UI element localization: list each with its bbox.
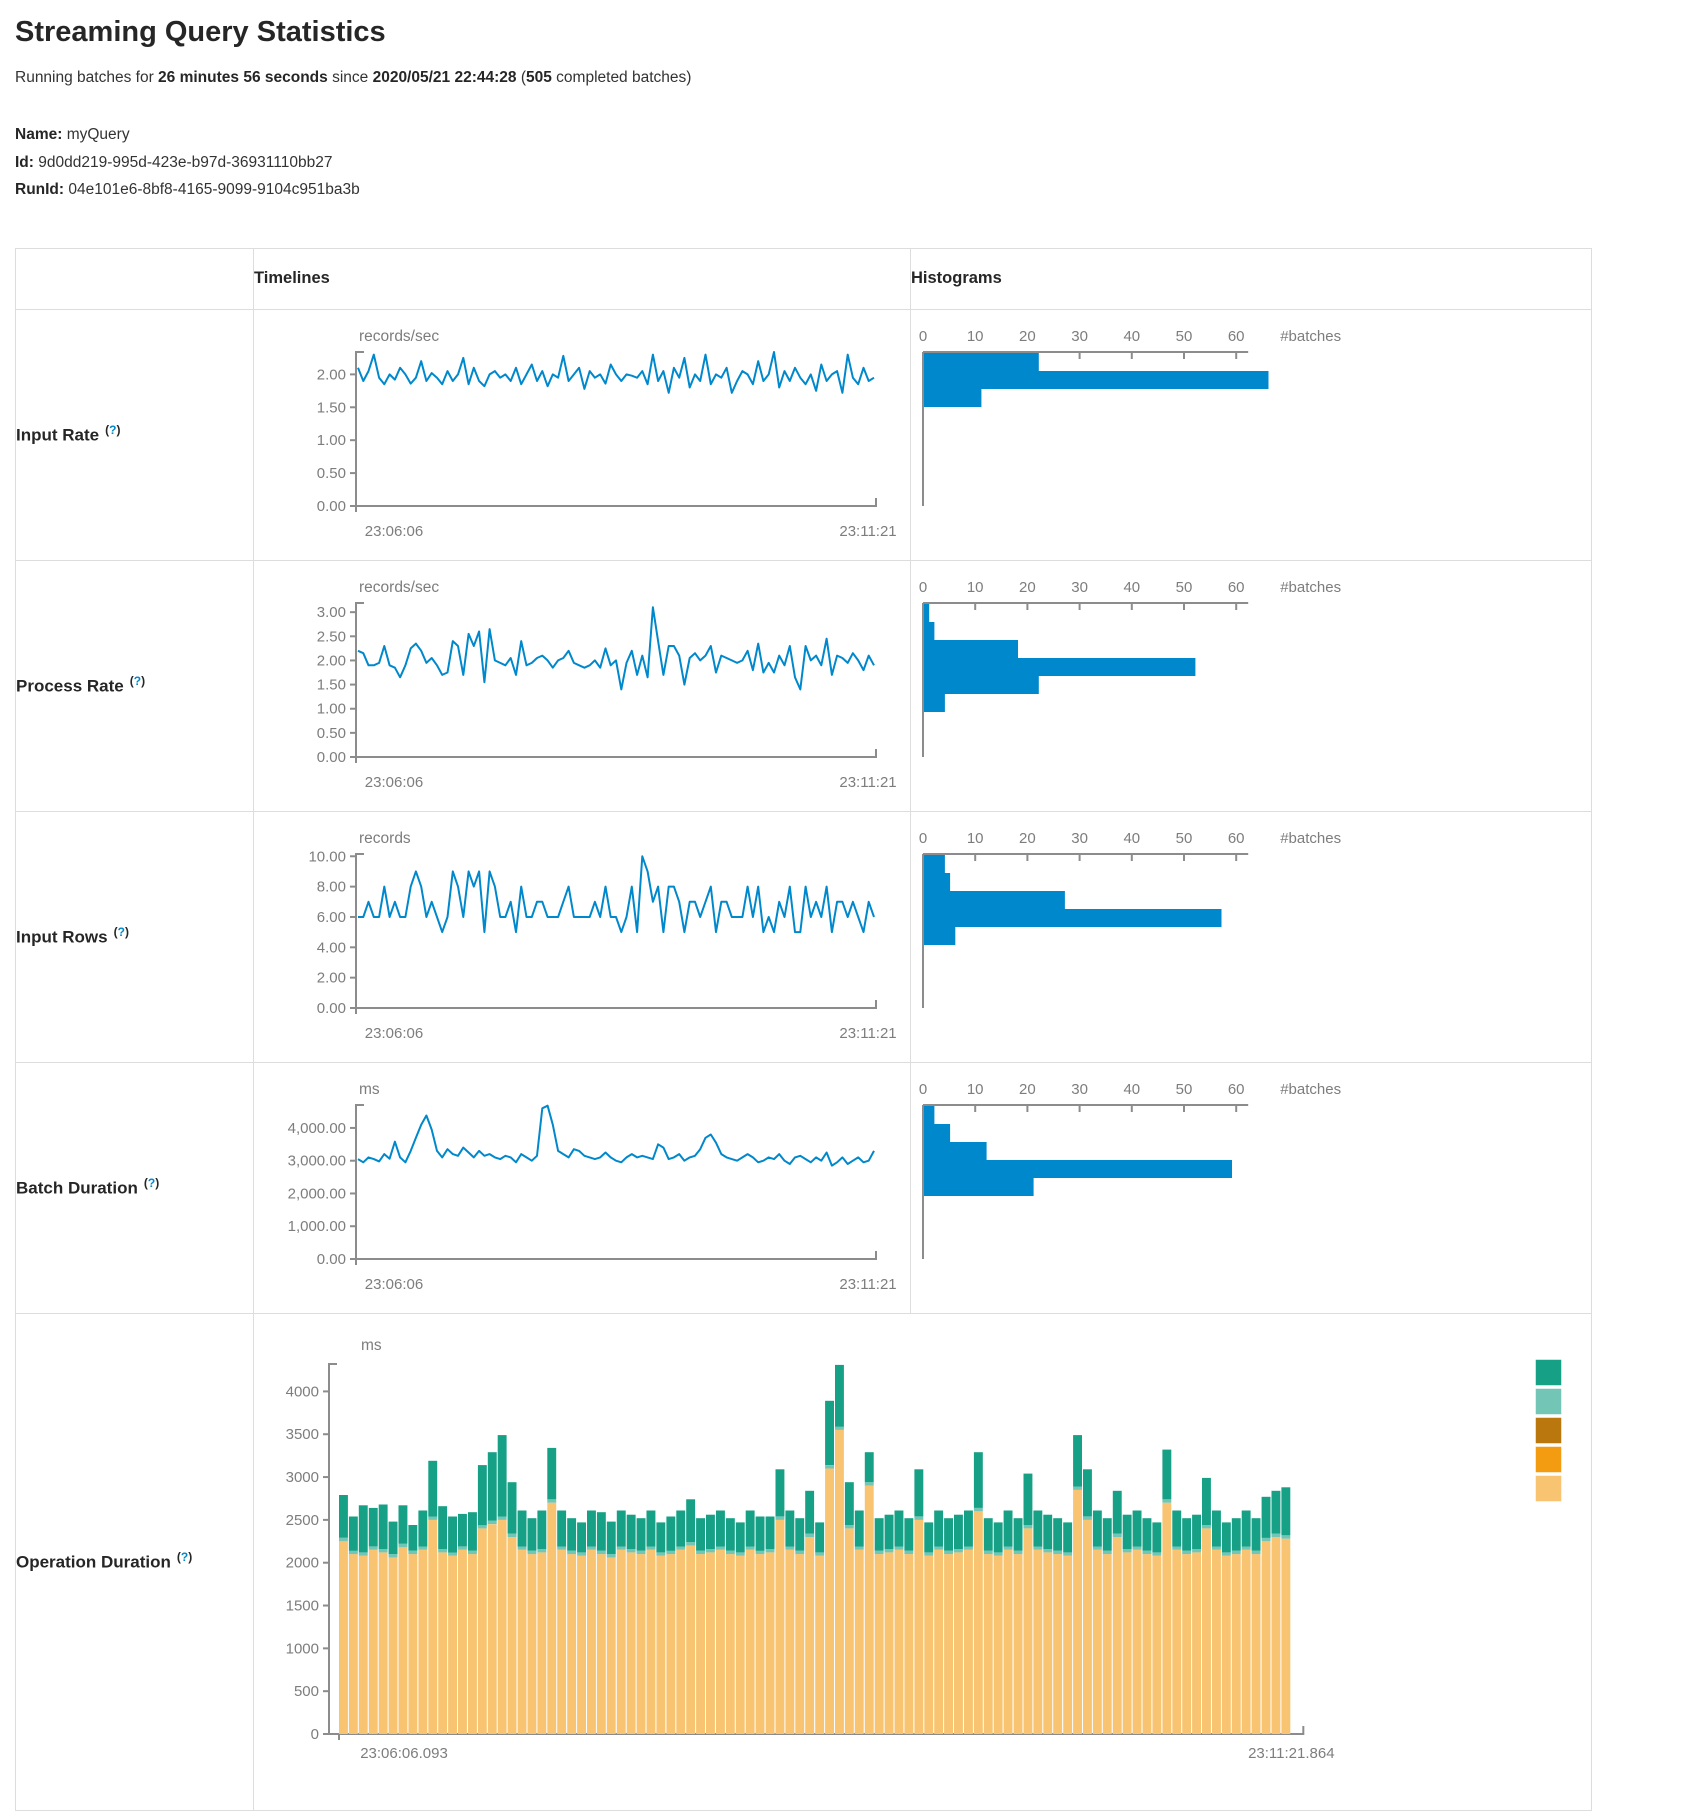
- row-label-batch-duration: Batch Duration (?): [16, 1062, 254, 1313]
- svg-text:23:06:06: 23:06:06: [364, 1275, 424, 1293]
- svg-text:23:11:21: 23:11:21: [839, 773, 897, 791]
- svg-text:23:06:06: 23:06:06: [364, 773, 424, 791]
- svg-text:50: 50: [1175, 1080, 1193, 1098]
- svg-text:0: 0: [918, 1080, 928, 1098]
- row-label-operation-duration: Operation Duration (?): [16, 1313, 254, 1810]
- svg-text:30: 30: [1071, 829, 1088, 847]
- completed-batch-count: 505: [525, 69, 552, 86]
- svg-text:50: 50: [1175, 829, 1193, 847]
- svg-text:23:06:06: 23:06:06: [364, 1024, 424, 1042]
- svg-text:0.50: 0.50: [316, 464, 346, 482]
- query-info: [15, 121, 1693, 204]
- svg-text:8.00: 8.00: [316, 878, 346, 896]
- svg-text:20: 20: [1019, 829, 1036, 847]
- svg-text:60: 60: [1227, 578, 1245, 596]
- svg-text:ms: ms: [361, 1336, 382, 1354]
- query-id-line: Id: 9d0dd219-995d-423e-b97d-36931110bb27: [15, 153, 333, 171]
- row-label-input-rate: Input Rate (?): [16, 309, 254, 560]
- svg-text:#batches: #batches: [1280, 327, 1342, 345]
- svg-text:0.00: 0.00: [316, 1250, 346, 1268]
- svg-text:records/sec: records/sec: [359, 578, 440, 596]
- svg-text:10.00: 10.00: [308, 847, 346, 865]
- svg-text:2,000.00: 2,000.00: [287, 1184, 346, 1202]
- input-rate-histogram: [911, 310, 1592, 560]
- svg-text:1,000.00: 1,000.00: [287, 1217, 346, 1235]
- svg-text:4,000.00: 4,000.00: [287, 1119, 346, 1137]
- batch-summary: Running batches for 26 minutes 56 seconds since 2020/05/21 22:44:28 (505 completed batches): [15, 69, 692, 86]
- operation-duration-help-icon[interactable]: (?): [176, 1550, 193, 1565]
- svg-text:2.50: 2.50: [316, 627, 346, 645]
- svg-text:20: 20: [1019, 327, 1036, 345]
- svg-text:60: 60: [1227, 1080, 1245, 1098]
- input-rate-histogram-chart: [911, 309, 1592, 560]
- input-rate-timeline-chart: [254, 309, 911, 560]
- svg-text:23:11:21: 23:11:21: [839, 522, 897, 540]
- svg-text:10: 10: [966, 829, 984, 847]
- svg-text:2000: 2000: [285, 1554, 319, 1572]
- process-rate-timeline: [254, 561, 911, 811]
- input-rate-timeline: [254, 310, 911, 560]
- svg-text:20: 20: [1019, 1080, 1036, 1098]
- operation-duration-stacked: [254, 1314, 1592, 1810]
- svg-text:60: 60: [1227, 327, 1245, 345]
- input-rows-help-icon[interactable]: (?): [113, 925, 129, 940]
- process-rate-histogram-chart: [911, 560, 1592, 811]
- svg-text:0: 0: [918, 578, 928, 596]
- svg-text:1000: 1000: [285, 1639, 319, 1657]
- svg-text:1500: 1500: [285, 1597, 319, 1615]
- query-name-line: Name: myQuery: [15, 126, 130, 143]
- batch-duration-help-icon[interactable]: (?): [143, 1176, 160, 1191]
- svg-text:23:06:06: 23:06:06: [364, 522, 424, 540]
- svg-text:3000: 3000: [285, 1468, 319, 1486]
- input-rows-histogram: [911, 812, 1592, 1062]
- svg-text:0: 0: [310, 1725, 319, 1743]
- svg-text:30: 30: [1071, 1080, 1088, 1098]
- column-header-histograms: Histograms: [911, 248, 1592, 309]
- process-rate-histogram: [911, 561, 1592, 811]
- svg-text:10: 10: [966, 327, 984, 345]
- running-duration: 26 minutes 56 seconds: [158, 69, 328, 86]
- row-label-input-rows: Input Rows (?): [16, 811, 254, 1062]
- svg-text:0.50: 0.50: [316, 724, 346, 742]
- input-rows-histogram-chart: [911, 811, 1592, 1062]
- svg-text:23:11:21: 23:11:21: [839, 1275, 897, 1293]
- svg-text:500: 500: [293, 1682, 319, 1700]
- svg-text:2500: 2500: [285, 1511, 319, 1529]
- svg-text:6.00: 6.00: [316, 908, 346, 926]
- svg-text:1.50: 1.50: [316, 676, 346, 694]
- svg-text:#batches: #batches: [1280, 578, 1342, 596]
- statistics-table: [15, 248, 1592, 1811]
- process-rate-help-icon[interactable]: (?): [129, 674, 146, 689]
- operation-duration-stacked-chart: [254, 1313, 1592, 1810]
- svg-text:1.00: 1.00: [316, 431, 346, 449]
- svg-text:4000: 4000: [285, 1382, 319, 1400]
- svg-text:0: 0: [918, 829, 928, 847]
- input-rows-timeline: [254, 812, 911, 1062]
- svg-text:30: 30: [1071, 327, 1088, 345]
- svg-text:40: 40: [1123, 578, 1141, 596]
- query-name: myQuery: [62, 126, 130, 143]
- svg-text:60: 60: [1227, 829, 1245, 847]
- input-rows-timeline-chart: [254, 811, 911, 1062]
- svg-text:10: 10: [966, 1080, 984, 1098]
- svg-text:40: 40: [1123, 1080, 1141, 1098]
- start-time: 2020/05/21 22:44:28: [372, 69, 517, 86]
- svg-text:0: 0: [918, 327, 928, 345]
- svg-text:2.00: 2.00: [316, 365, 346, 383]
- svg-text:3500: 3500: [285, 1425, 319, 1443]
- page-title: Streaming Query Statistics: [15, 16, 386, 48]
- svg-text:0.00: 0.00: [316, 999, 346, 1017]
- row-label-process-rate: Process Rate (?): [16, 560, 254, 811]
- column-header-timelines: Timelines: [254, 248, 911, 309]
- svg-text:2.00: 2.00: [316, 969, 346, 987]
- corner-header-cell: [16, 248, 254, 309]
- query-runid-line: RunId: 04e101e6-8bf8-4165-9099-9104c951ba3b: [15, 181, 360, 198]
- svg-text:records/sec: records/sec: [359, 327, 440, 345]
- svg-text:#batches: #batches: [1280, 1080, 1342, 1098]
- batch-duration-histogram: [911, 1063, 1592, 1313]
- query-id: 9d0dd219-995d-423e-b97d-36931110bb27: [33, 153, 333, 171]
- batch-duration-timeline-chart: [254, 1062, 911, 1313]
- svg-text:1.50: 1.50: [316, 398, 346, 416]
- svg-text:10: 10: [966, 578, 984, 596]
- svg-text:20: 20: [1019, 578, 1036, 596]
- svg-text:0.00: 0.00: [316, 497, 346, 515]
- svg-text:23:06:06.093: 23:06:06.093: [360, 1744, 448, 1762]
- svg-text:#batches: #batches: [1280, 829, 1342, 847]
- svg-text:40: 40: [1123, 327, 1141, 345]
- svg-text:3,000.00: 3,000.00: [287, 1152, 346, 1170]
- svg-text:23:11:21.864: 23:11:21.864: [1248, 1744, 1335, 1762]
- svg-text:1.00: 1.00: [316, 700, 346, 718]
- svg-text:4.00: 4.00: [316, 938, 346, 956]
- input-rate-help-icon[interactable]: (?): [105, 423, 121, 438]
- svg-text:50: 50: [1175, 578, 1193, 596]
- batch-duration-timeline: [254, 1063, 911, 1313]
- svg-text:30: 30: [1071, 578, 1088, 596]
- svg-text:records: records: [359, 829, 411, 847]
- svg-text:0.00: 0.00: [316, 748, 346, 766]
- query-runid: 04e101e6-8bf8-4165-9099-9104c951ba3b: [64, 181, 360, 198]
- batch-duration-histogram-chart: [911, 1062, 1592, 1313]
- svg-text:2.00: 2.00: [316, 651, 346, 669]
- process-rate-timeline-chart: [254, 560, 911, 811]
- svg-text:23:11:21: 23:11:21: [839, 1024, 897, 1042]
- svg-text:40: 40: [1123, 829, 1141, 847]
- svg-text:50: 50: [1175, 327, 1193, 345]
- svg-text:3.00: 3.00: [316, 603, 346, 621]
- svg-text:ms: ms: [359, 1080, 380, 1098]
